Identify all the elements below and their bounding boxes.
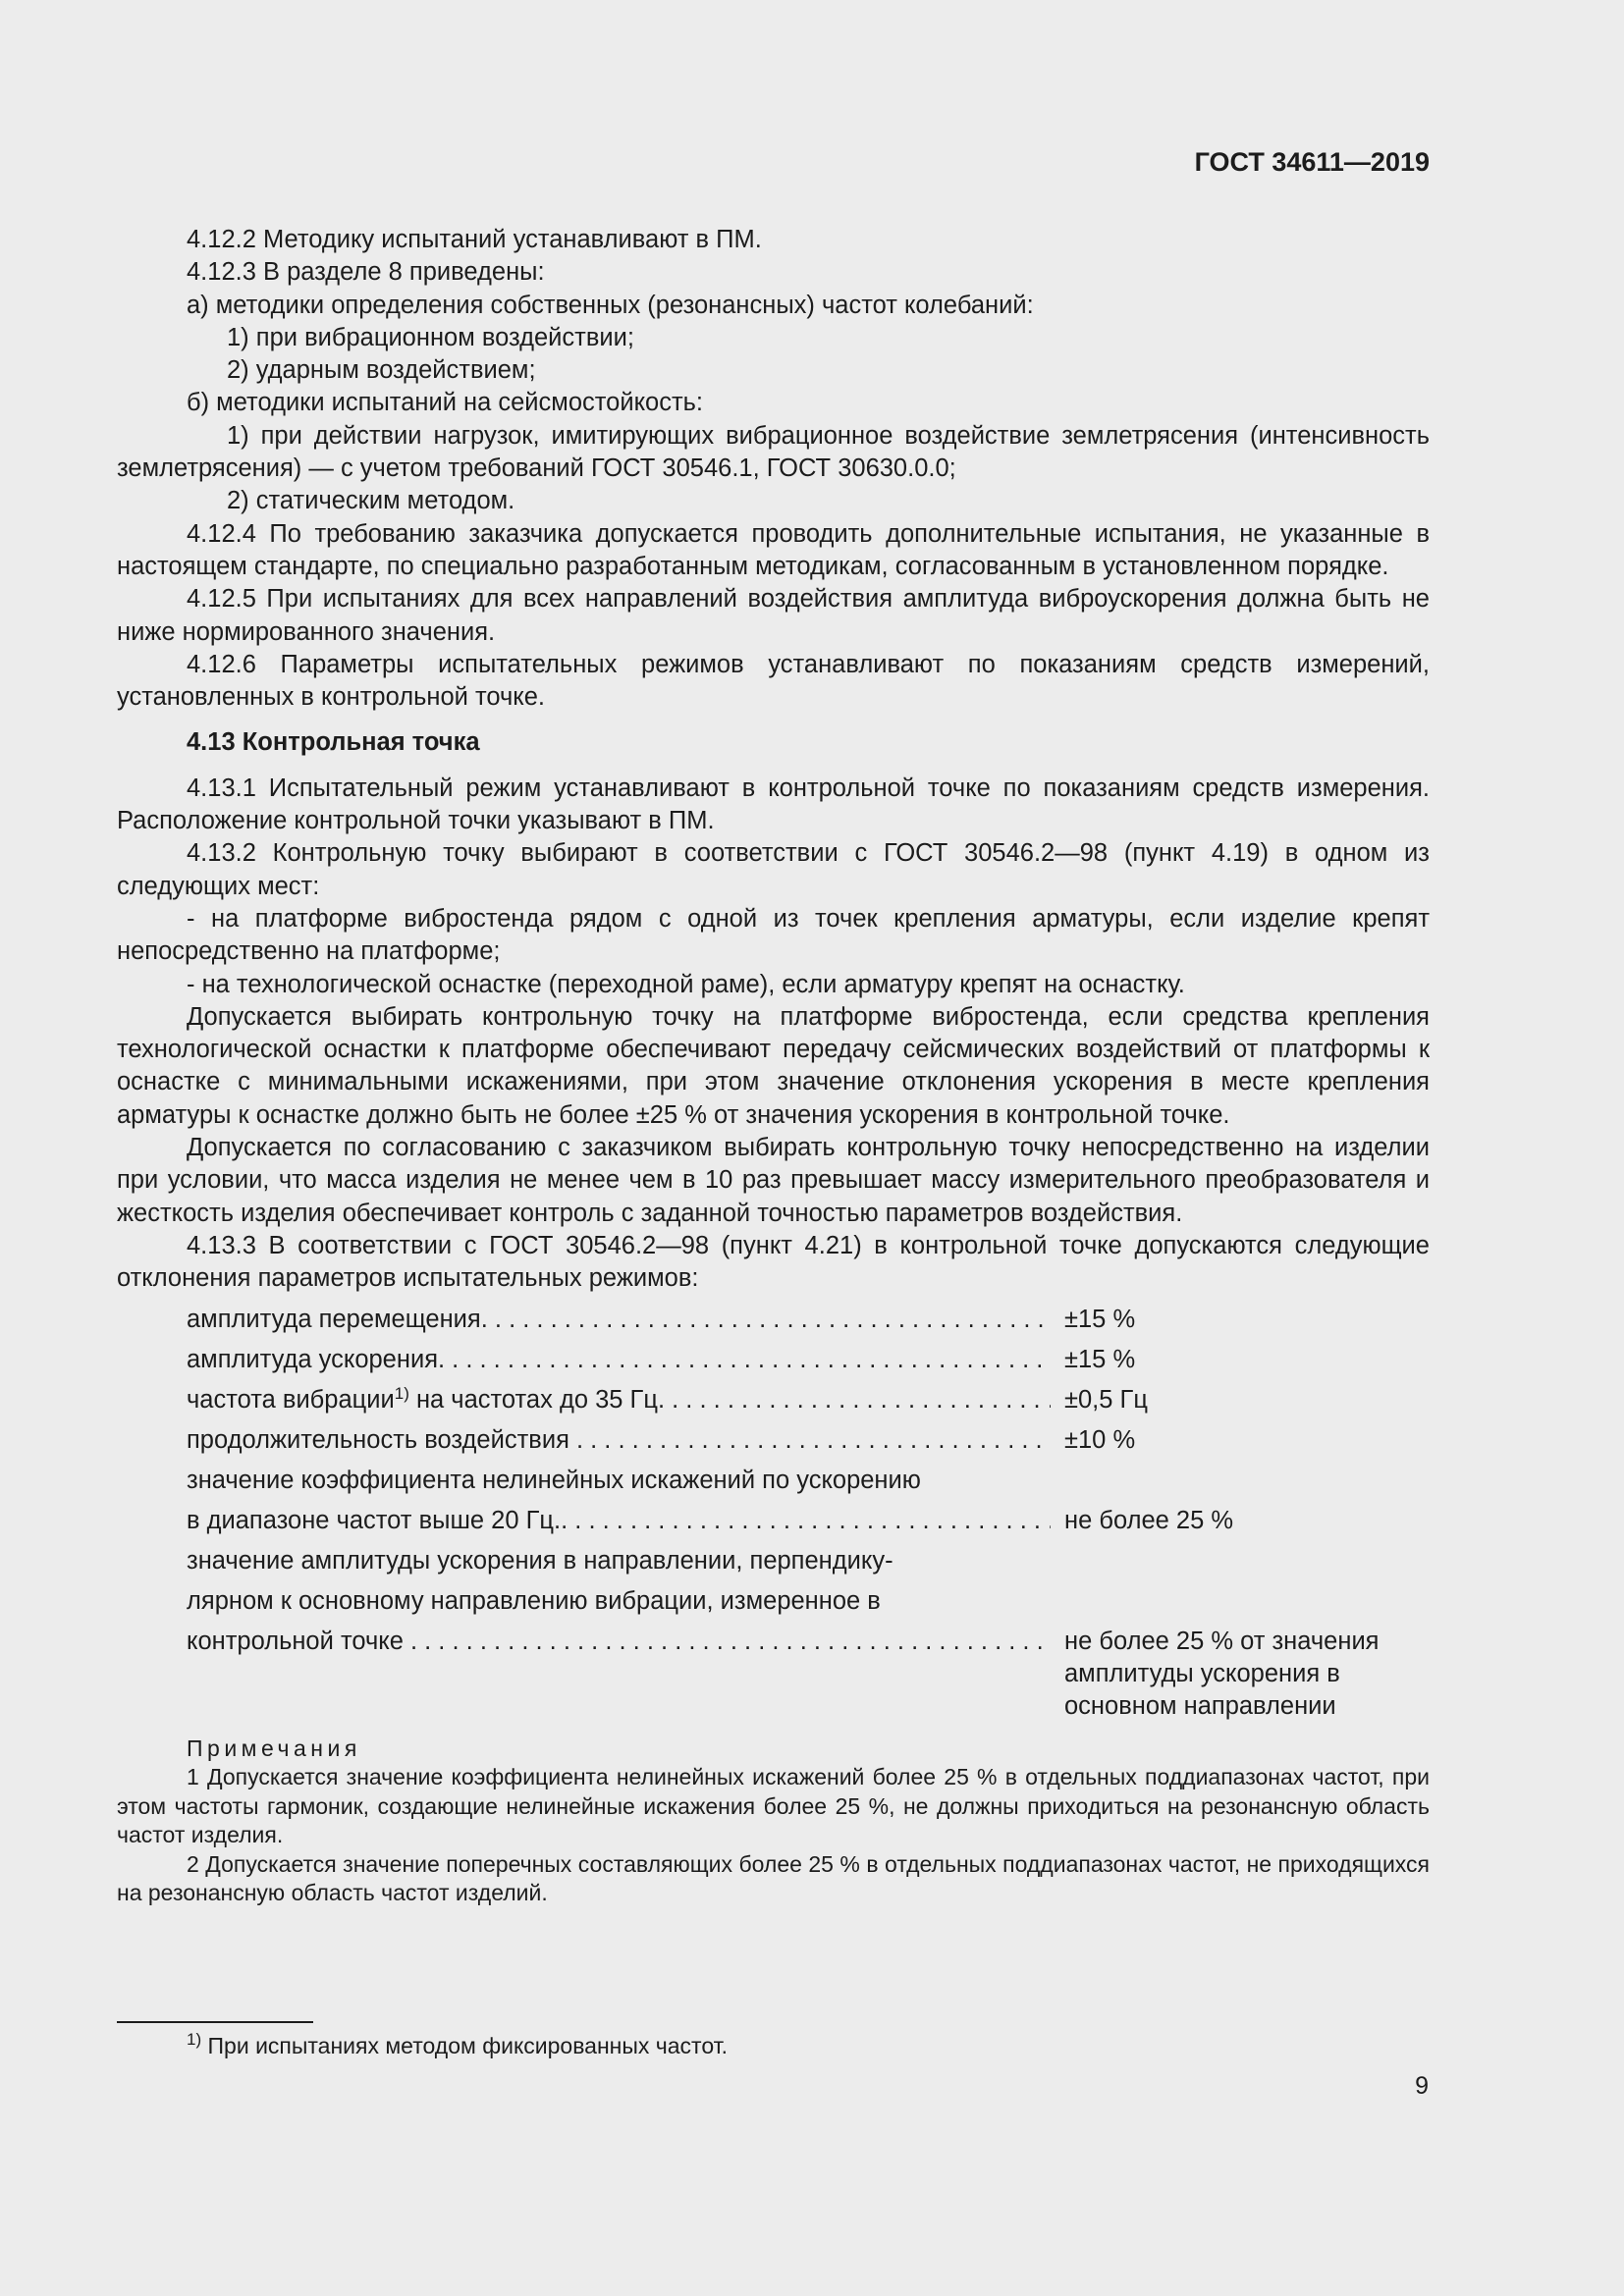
list-item-b: б) методики испытаний на сейсмостойкость:: [187, 389, 704, 417]
section-heading-4-13: 4.13 Контрольная точка: [187, 728, 480, 757]
deviation-label-line: значение амплитуды ускорения в направлении, перпендику-: [187, 1546, 893, 1575]
dash-item-platform: - на платформе вибростенда рядом с одной из точек крепления арматуры, если изделие крепят непосредственно на платформе;: [117, 904, 1430, 966]
deviation-label: контрольной точке: [187, 1627, 410, 1655]
list-item-b-2: 2) статическим методом.: [227, 487, 515, 515]
deviation-label: амплитуда перемещения: [187, 1305, 481, 1333]
deviation-label-line: лярном к основному направлению вибрации, измеренное в: [187, 1586, 881, 1615]
paragraph-4-13-2: 4.13.2 Контрольную точку выбирают в соответствии с ГОСТ 30546.2—98 (пункт 4.19) в одном из следующих мест:: [117, 839, 1430, 900]
paragraph-4-12-3: 4.12.3 В разделе 8 приведены:: [187, 258, 545, 287]
deviation-label-line: значение коэффициента нелинейных искажений по ускорению: [187, 1466, 921, 1494]
footnote-text: При испытаниях методом фиксированных частот.: [207, 2033, 728, 2058]
deviation-value: не более 25 % от значения амплитуды ускорения в основном направлении: [1064, 1627, 1380, 1720]
notes-block: [117, 1735, 1430, 1908]
note-2: 2 Допускается значение поперечных составляющих более 25 % в отдельных поддиапазонах частот, не приходящихся на резонансную область частот изделий.: [117, 1850, 1430, 1905]
deviation-row: [187, 1380, 1430, 1420]
deviation-label: амплитуда ускорения: [187, 1345, 438, 1373]
footnote: [187, 2031, 728, 2060]
dash-item-fixture: - на технологической оснастке (переходной раме), если арматуру крепят на оснастку.: [187, 970, 1185, 998]
notes-title: Примечания: [187, 1735, 361, 1761]
deviation-label: частота вибрации$^{1)}$ на частотах до 35 Гц: [187, 1383, 658, 1414]
note-1: 1 Допускается значение коэффициента нелинейных искажений более 25 % в отдельных поддиапазонах частот, при этом частоты гармоник, создающие нелинейные искажения более 25 %, не должны приходиться на резонансную область частот изделия.: [117, 1764, 1430, 1847]
document-header: ГОСТ 34611—2019: [1194, 147, 1430, 177]
footnote-marker: 1): [187, 2030, 202, 2049]
deviation-list: [187, 1300, 1430, 1723]
deviation-label: в диапазоне частот выше 20 Гц.: [187, 1506, 562, 1534]
list-item-a: а) методики определения собственных (резонансных) частот колебаний:: [187, 291, 1034, 319]
deviation-value: ±0,5 Гц: [1064, 1385, 1148, 1414]
paragraph-4-12-5: 4.12.5 При испытаниях для всех направлений воздействия амплитуда виброускорения должна быть не ниже нормированного значения.: [117, 585, 1430, 646]
deviation-value: не более 25 %: [1064, 1506, 1234, 1534]
deviation-value: ±15 %: [1064, 1305, 1136, 1333]
deviation-row: [187, 1501, 1430, 1541]
deviation-row: [187, 1340, 1430, 1380]
footnote-ref: 1): [394, 1383, 409, 1403]
deviation-value: ±10 %: [1064, 1425, 1136, 1454]
paragraph-allow-product: Допускается по согласованию с заказчиком выбирать контрольную точку непосредственно на изделии при условии, что масса изделия не менее чем в 10 раз превышает массу измерительного преобразователя и жесткость изделия обеспечивает контроль с заданной точностью параметров воздействия.: [117, 1134, 1430, 1227]
paragraph-4-13-1: 4.13.1 Испытательный режим устанавливают в контрольной точке по показаниям средств измерения. Расположение контрольной точки указывают в ПМ.: [117, 774, 1430, 835]
paragraph-4-12-2: 4.12.2 Методику испытаний устанавливают в ПМ.: [187, 226, 762, 253]
deviation-label: продолжительность воздействия: [187, 1425, 576, 1454]
paragraph-4-13-3: 4.13.3 В соответствии с ГОСТ 30546.2—98 (пункт 4.21) в контрольной точке допускаются следующие отклонения параметров испытательных режимов:: [117, 1231, 1430, 1293]
list-item-a-2: 2) ударным воздействием;: [227, 356, 536, 385]
page-number: 9: [1415, 2072, 1429, 2100]
deviation-row: [187, 1420, 1430, 1461]
deviation-row: [187, 1622, 1430, 1723]
deviation-row: [187, 1300, 1430, 1340]
footnote-divider: [117, 2021, 313, 2023]
paragraph-allow-platform: Допускается выбирать контрольную точку на платформе вибростенда, если средства крепления технологической оснастки к платформе обеспечивают передачу сейсмических воздействий от платформы к оснастке с минимальными искажениями, при этом значение отклонения ускорения в месте крепления арматуры к оснастке должно быть не более ±25 % от значения ускорения в контрольной точке.: [117, 1002, 1430, 1129]
paragraph-4-12-4: 4.12.4 По требованию заказчика допускается проводить дополнительные испытания, не указанные в настоящем стандарте, по специально разработанным методикам, согласованным в установленном порядке.: [117, 519, 1430, 580]
deviation-value: ±15 %: [1064, 1345, 1136, 1373]
document-body: [117, 224, 1430, 1908]
list-item-b-1: 1) при действии нагрузок, имитирующих вибрационное воздействие землетрясения (интенсивность землетрясения) — с учетом требований ГОСТ 30546.1, ГОСТ 30630.0.0;: [117, 421, 1430, 483]
paragraph-4-12-6: 4.12.6 Параметры испытательных режимов устанавливают по показаниям средств измерений, установленных в контрольной точке.: [117, 650, 1430, 712]
list-item-a-1: 1) при вибрационном воздействии;: [227, 323, 634, 351]
